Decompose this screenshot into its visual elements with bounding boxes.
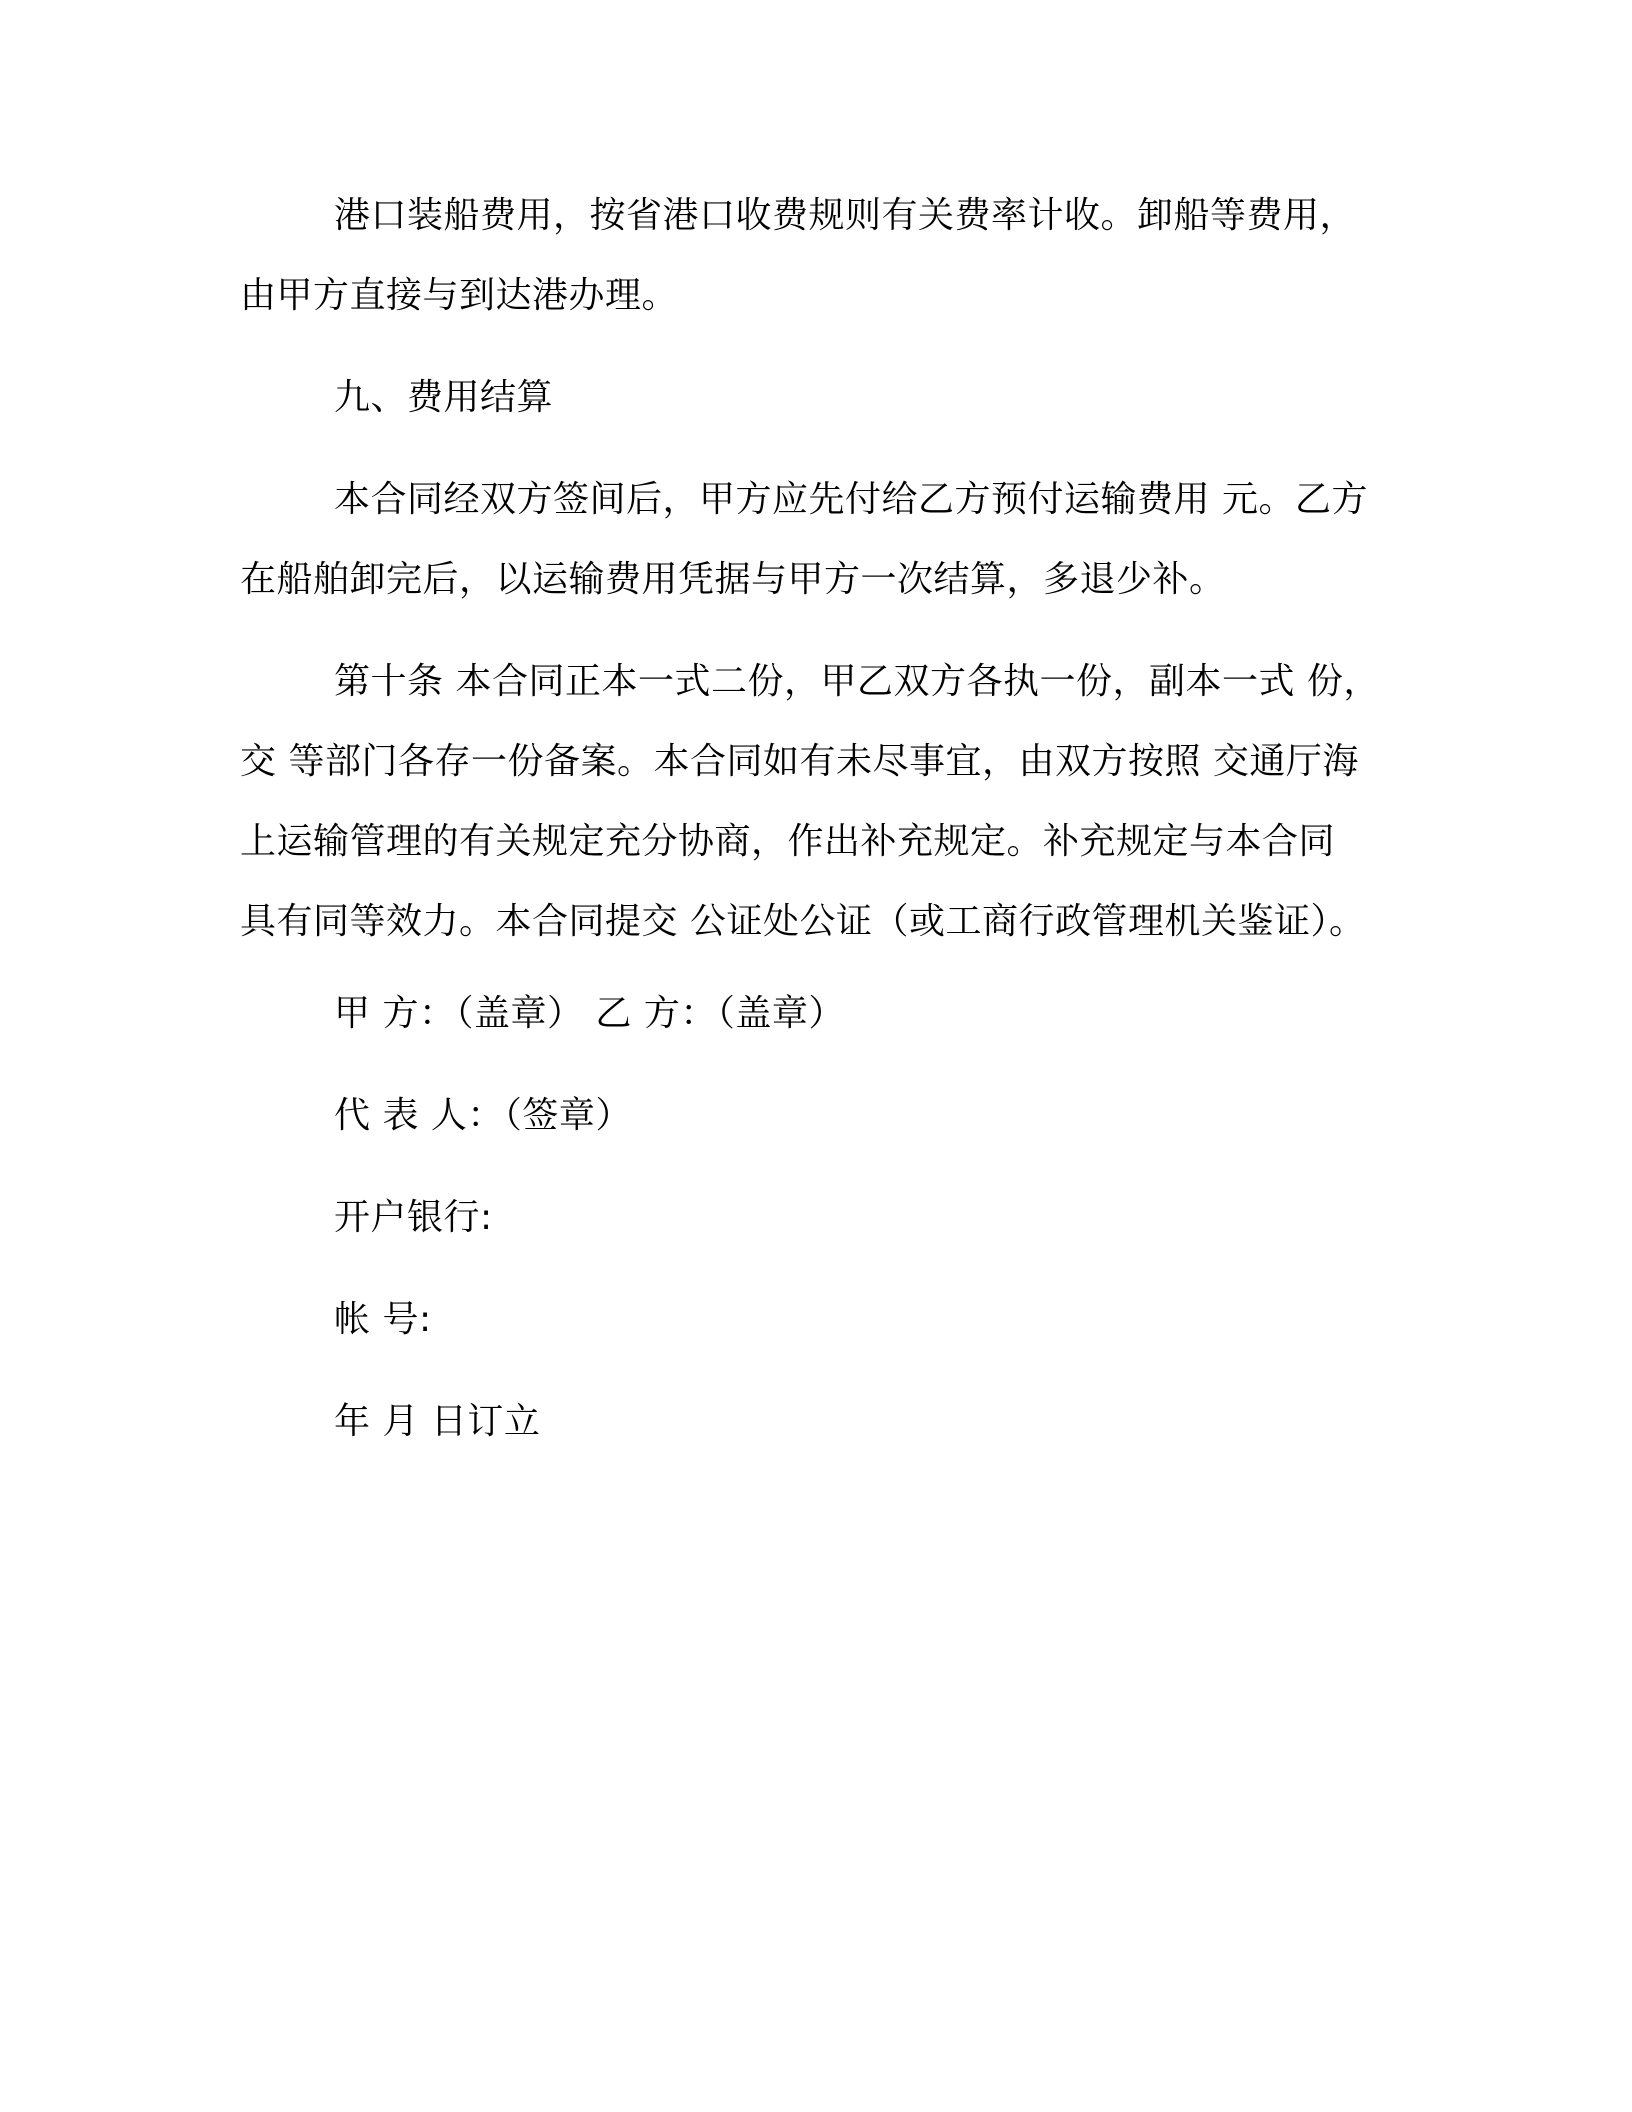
paragraph-line: 第十条 本合同正本一式二份，甲乙双方各执一份，副本一式 份， (334, 661, 1380, 702)
paragraph-line: 在船舶卸完后，以运输费用凭据与甲方一次结算，多退少补。 (240, 559, 1226, 600)
signature-date: 年 月 日订立 (334, 1401, 541, 1442)
section-heading: 九、费用结算 (334, 377, 554, 418)
signature-parties: 甲 方：（盖章） 乙 方：（盖章） (334, 993, 845, 1034)
paragraph-line: 具有同等效力。本合同提交 公证处公证（或工商行政管理机关鉴证）。 (240, 901, 1366, 942)
paragraph-line: 上运输管理的有关规定充分协商，作出补充规定。补充规定与本合同 (240, 821, 1336, 862)
paragraph-line: 交 等部门各存一份备案。本合同如有未尽事宜，由双方按照 交通厅海 (240, 741, 1359, 782)
signature-representative: 代 表 人：（签章） (334, 1095, 632, 1136)
signature-account: 帐 号: (334, 1299, 432, 1340)
paragraph-line: 港口装船费用，按省港口收费规则有关费率计收。卸船等费用， (334, 195, 1357, 236)
paragraph-line: 本合同经双方签间后，甲方应先付给乙方预付运输费用 元。乙方 (334, 479, 1368, 520)
signature-bank: 开户银行: (334, 1197, 493, 1238)
paragraph-line: 由甲方直接与到达港办理。 (240, 275, 679, 316)
